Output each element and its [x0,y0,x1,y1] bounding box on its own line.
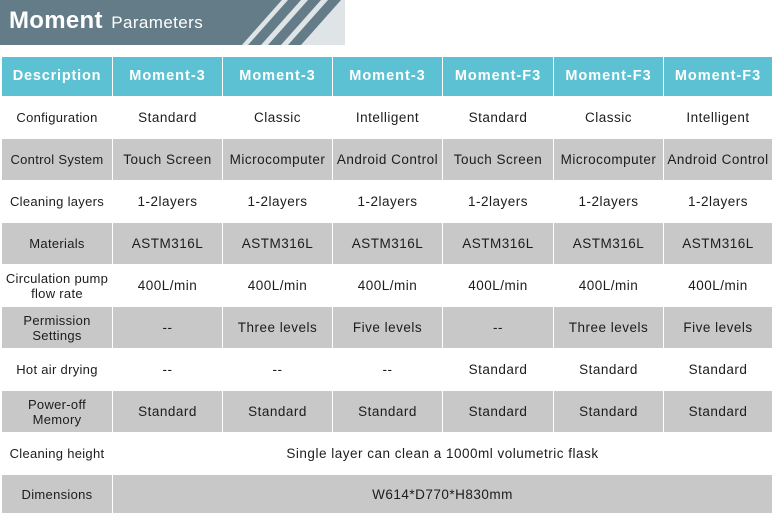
table-cell: Intelligent [664,97,773,139]
banner-brand: Moment [9,7,103,34]
table-row [2,433,773,475]
header-model: Moment-3 [333,57,443,97]
table-cell: -- [113,349,223,391]
row-label: Hot air drying [2,349,113,391]
parameters-table [1,56,773,514]
table-cell: Standard [443,391,554,433]
table-cell: 1-2layers [664,181,773,223]
table-cell: 400L/min [664,265,773,307]
table-cell: ASTM316L [113,223,223,265]
table-cell: 400L/min [443,265,554,307]
table-row [2,475,773,514]
table-row [2,97,773,139]
table-cell: ASTM316L [443,223,554,265]
table-cell: Five levels [333,307,443,349]
row-label: Permission Settings [2,307,113,349]
table-cell: Three levels [223,307,333,349]
table-cell: Standard [664,391,773,433]
table-cell: Standard [113,391,223,433]
header-model: Moment-3 [113,57,223,97]
header-model: Moment-F3 [443,57,554,97]
table-cell: -- [223,349,333,391]
banner-subtitle: Parameters [111,13,204,32]
table-row [2,349,773,391]
table-cell: Standard [333,391,443,433]
row-label: Cleaning height [2,433,113,475]
table-row [2,223,773,265]
table-cell: 1-2layers [443,181,554,223]
table-cell: -- [443,307,554,349]
table-row [2,307,773,349]
header-model: Moment-F3 [554,57,664,97]
title-banner [0,0,345,45]
header-model: Moment-F3 [664,57,773,97]
table-cell: 400L/min [554,265,664,307]
row-label: Materials [2,223,113,265]
table-cell: 400L/min [113,265,223,307]
header-model: Moment-3 [223,57,333,97]
table-header-row [2,57,773,97]
table-cell: Standard [664,349,773,391]
table-cell: Standard [554,349,664,391]
table-cell: ASTM316L [333,223,443,265]
table-cell: Microcomputer [223,139,333,181]
table-cell: Standard [443,349,554,391]
table-cell: Five levels [664,307,773,349]
page-title [9,7,203,35]
table-row [2,139,773,181]
table-cell: Android Control [333,139,443,181]
row-label: Cleaning layers [2,181,113,223]
table-cell: 400L/min [333,265,443,307]
table-row [2,391,773,433]
table-cell: Three levels [554,307,664,349]
row-label: Configuration [2,97,113,139]
table-cell: 400L/min [223,265,333,307]
merged-cell: Single layer can clean a 1000ml volumetric flask [113,433,773,475]
table-cell: 1-2layers [113,181,223,223]
table-cell: ASTM316L [554,223,664,265]
table-cell: Classic [223,97,333,139]
header-description: Description [2,57,113,97]
table-cell: Touch Screen [113,139,223,181]
table-cell: 1-2layers [554,181,664,223]
table-cell: Intelligent [333,97,443,139]
table-row [2,265,773,307]
table-row [2,181,773,223]
table-cell: ASTM316L [223,223,333,265]
table-cell: -- [113,307,223,349]
table-cell: 1-2layers [223,181,333,223]
table-cell: 1-2layers [333,181,443,223]
table-cell: Android Control [664,139,773,181]
row-label: Power-off Memory [2,391,113,433]
table-cell: Standard [554,391,664,433]
table-cell: Standard [223,391,333,433]
table-cell: Standard [443,97,554,139]
row-label: Circulation pump flow rate [2,265,113,307]
table-cell: Touch Screen [443,139,554,181]
table-cell: -- [333,349,443,391]
table-cell: Microcomputer [554,139,664,181]
table-cell: Standard [113,97,223,139]
merged-cell: W614*D770*H830mm [113,475,773,514]
table-cell: ASTM316L [664,223,773,265]
table-cell: Classic [554,97,664,139]
row-label: Dimensions [2,475,113,514]
row-label: Control System [2,139,113,181]
